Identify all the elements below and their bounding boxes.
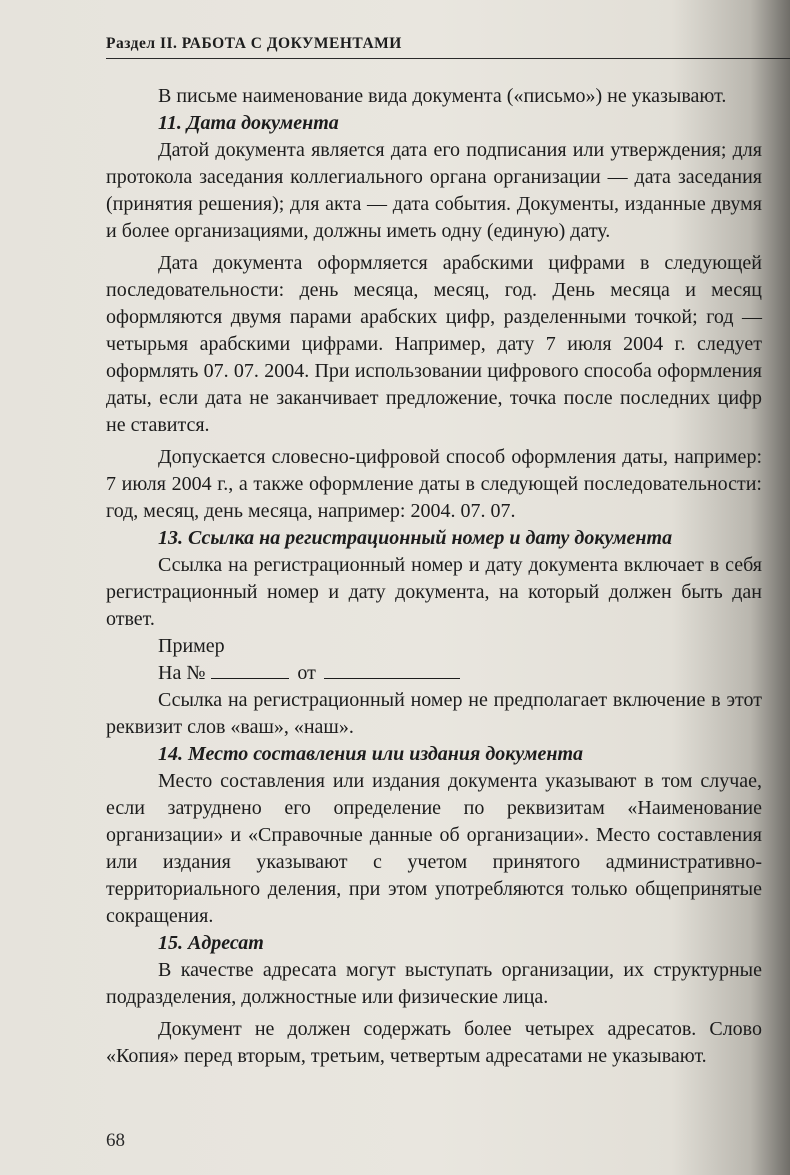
section-11-heading: 11. Дата документа <box>158 112 339 134</box>
section-15-heading: 15. Адресат <box>158 932 264 954</box>
running-header: Раздел II. РАБОТА С ДОКУМЕНТАМИ <box>106 35 402 52</box>
intro-paragraph: В письме наименование вида документа («письмо») не указывают. <box>158 85 727 107</box>
section-11-paragraph-1: Датой документа является дата его подписания или утверждения; для протокола заседания коллегиального органа организации — дата заседания (принятия решения); для акта — дата события. Документы, изданные двумя и более организациями, должны иметь одну (единую) дату. <box>106 139 762 242</box>
section-11-paragraph-3: Допускается словесно-цифровой способ оформления даты, например: 7 июля 2004 г., а также оформление даты в следующей последовательности: год, месяц, день месяца, например: 2004. 07. 07. <box>106 446 762 522</box>
section-13-paragraph-2: Ссылка на регистрационный номер не предполагает включение в этот реквизит слов «ваш», «наш». <box>106 689 762 738</box>
example-number-label: На № <box>158 662 206 684</box>
page-number: 68 <box>106 1130 125 1151</box>
date-blank-line <box>324 660 460 679</box>
page-body <box>106 83 762 1070</box>
section-14-heading: 14. Место составления или издания документа <box>158 743 583 765</box>
example-from-label: от <box>297 662 316 684</box>
section-13-paragraph-1: Ссылка на регистрационный номер и дату документа включает в себя регистрационный номер и дату документа, на который должен быть дан ответ. <box>106 554 762 630</box>
header-rule <box>106 58 790 59</box>
section-15-paragraph-2: Документ не должен содержать более четырех адресатов. Слово «Копия» перед вторым, третьим, четвертым адресатами не указывают. <box>106 1018 762 1067</box>
number-blank-line <box>211 660 289 679</box>
section-13-heading: 13. Ссылка на регистрационный номер и дату документа <box>158 527 673 549</box>
section-15-paragraph-1: В качестве адресата могут выступать организации, их структурные подразделения, должностные или физические лица. <box>106 959 762 1008</box>
section-11-paragraph-2: Дата документа оформляется арабскими цифрами в следующей последовательности: день месяца, месяц, год. День месяца и месяц оформляются двумя парами арабских цифр, разделенными точкой; год — четырьмя арабскими цифрами. Например, дату 7 июля 2004 г. следует оформлять 07. 07. 2004. При использовании цифрового способа оформления даты, если дата не заканчивает предложение, точка после последних цифр не ставится. <box>106 252 762 436</box>
example-reference-line <box>106 660 762 687</box>
section-14-paragraph: Место составления или издания документа указывают в том случае, если затруднено его определение по реквизитам «Наименование организации» и «Справочные данные об организации». Место составления или издания указывают с учетом принятого административно-территориального деления, при этом употребляются только общепринятые сокращения. <box>106 770 762 927</box>
example-label: Пример <box>158 635 225 657</box>
